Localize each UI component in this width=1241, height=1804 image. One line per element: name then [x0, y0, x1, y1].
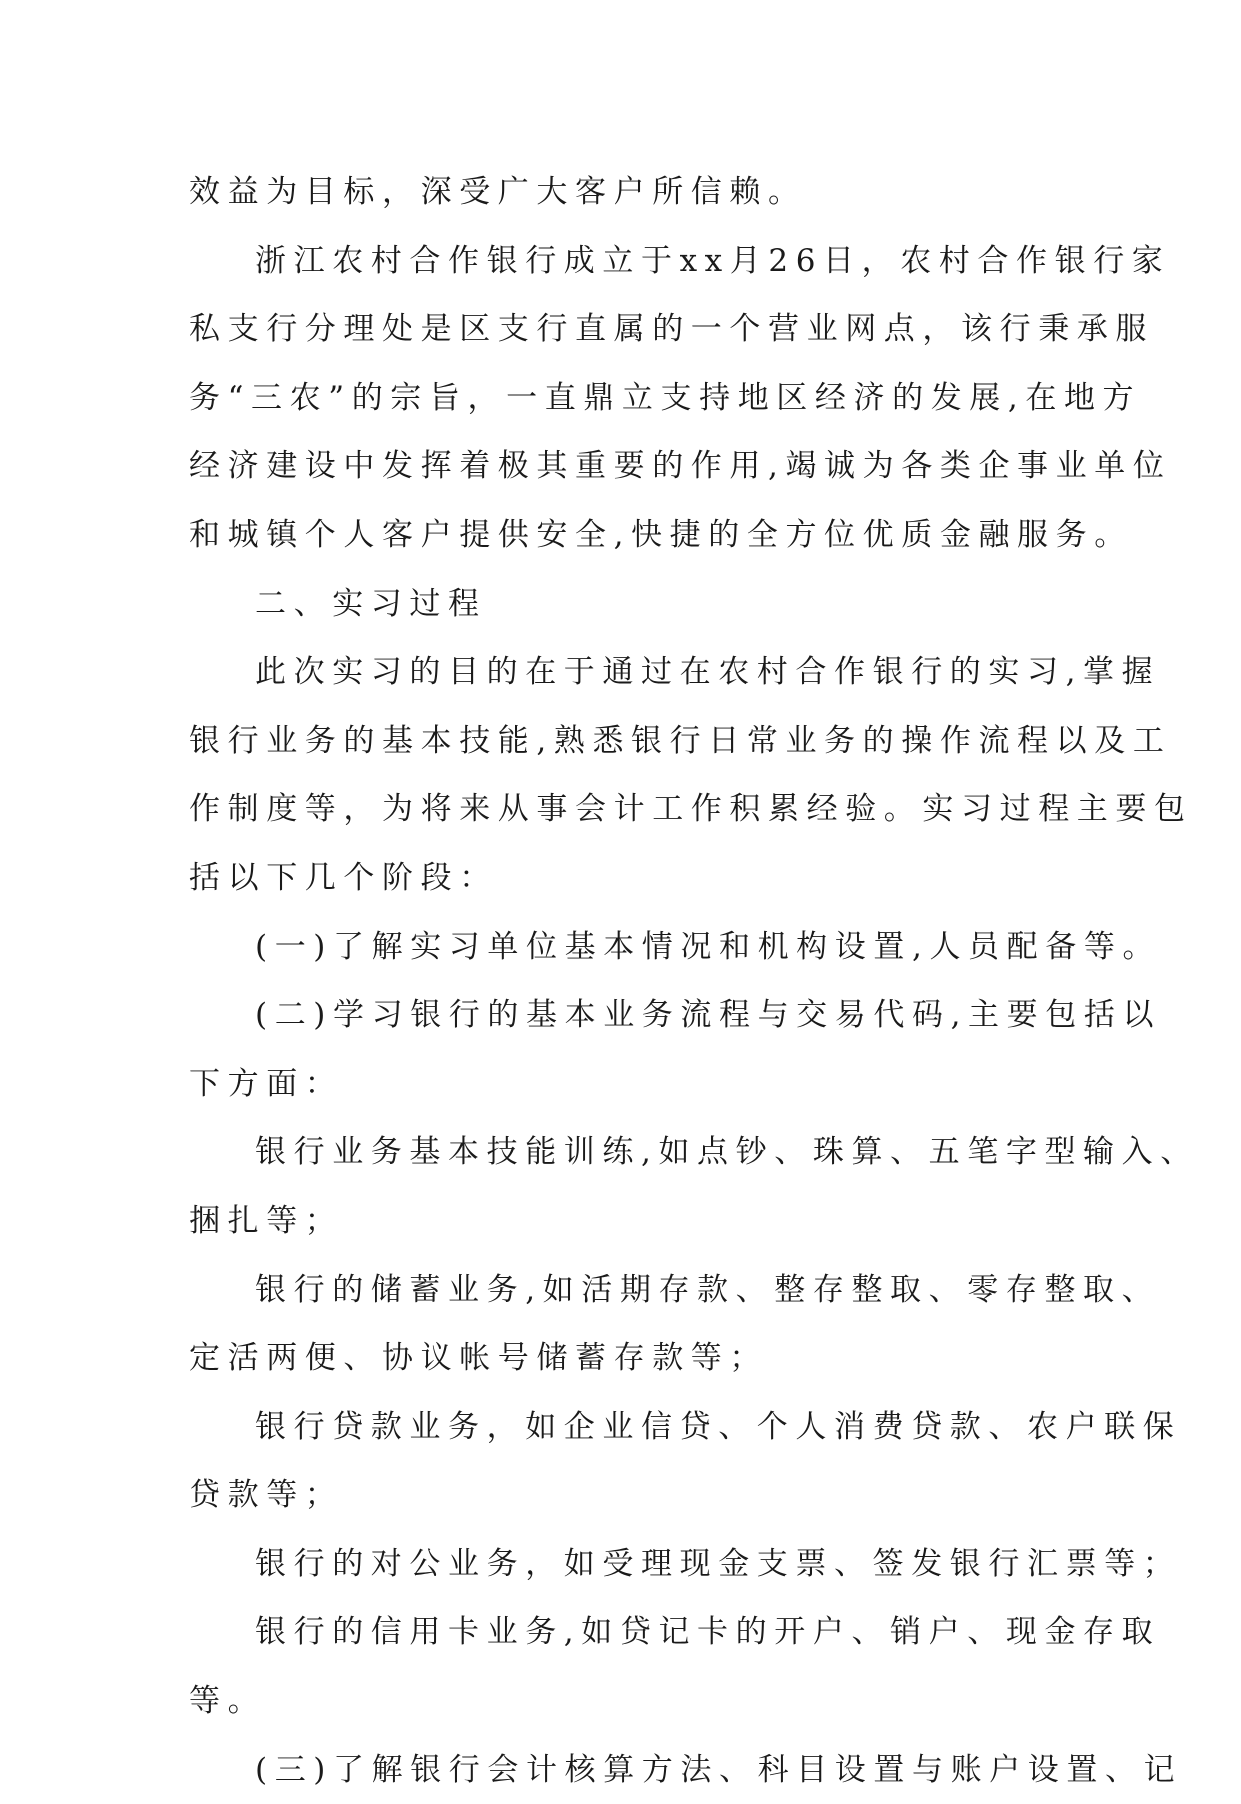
text-line: 下方面：: [189, 1065, 344, 1102]
text-line: 此次实习的目的在于通过在农村合作银行的实习,掌握: [255, 654, 1161, 691]
text-line: (三)了解银行会计核算方法、科目设置与账户设置、记: [255, 1751, 1183, 1788]
text-line: (一)了解实习单位基本情况和机构设置,人员配备等。: [255, 928, 1162, 965]
text-line: 银行业务基本技能训练,如点钞、珠算、五笔字型输入、: [255, 1134, 1199, 1171]
text-line: 务“三农”的宗旨，一直鼎立支持地区经济的发展,在地方: [189, 379, 1142, 416]
text-line: 经济建设中发挥着极其重要的作用,竭诚为各类企事业单位: [189, 448, 1172, 485]
text-line: 私支行分理处是区支行直属的一个营业网点，该行秉承服: [189, 311, 1154, 348]
text-line: (二)学习银行的基本业务流程与交易代码,主要包括以: [255, 997, 1162, 1034]
text-line: 银行的储蓄业务,如活期存款、整存整取、零存整取、: [255, 1271, 1161, 1308]
text-line: 二、实习过程: [255, 585, 487, 622]
text-line: 银行的对公业务，如受理现金支票、签发银行汇票等；: [255, 1545, 1182, 1582]
text-line: 贷款等；: [189, 1477, 344, 1514]
text-line: 等。: [189, 1683, 267, 1720]
text-line: 和城镇个人客户提供安全,快捷的全方位优质金融服务。: [189, 516, 1133, 553]
text-line: 银行业务的基本技能,熟悉银行日常业务的操作流程以及工: [189, 722, 1172, 759]
text-line: 银行贷款业务，如企业信贷、个人消费贷款、农户联保: [255, 1408, 1182, 1445]
text-line: 定活两便、协议帐号储蓄存款等；: [189, 1340, 768, 1377]
body-text: [189, 158, 1199, 1804]
text-line: 括以下几个阶段：: [189, 859, 498, 896]
text-line: 捆扎等；: [189, 1202, 344, 1239]
text-line: 效益为目标，深受广大客户所信赖。: [189, 174, 807, 210]
text-line: 银行的信用卡业务,如贷记卡的开户、销户、现金存取: [255, 1614, 1161, 1651]
text-line: 作制度等，为将来从事会计工作积累经验。实习过程主要包: [189, 791, 1193, 828]
text-line: 浙江农村合作银行成立于xx月26日，农村合作银行家: [255, 242, 1171, 279]
